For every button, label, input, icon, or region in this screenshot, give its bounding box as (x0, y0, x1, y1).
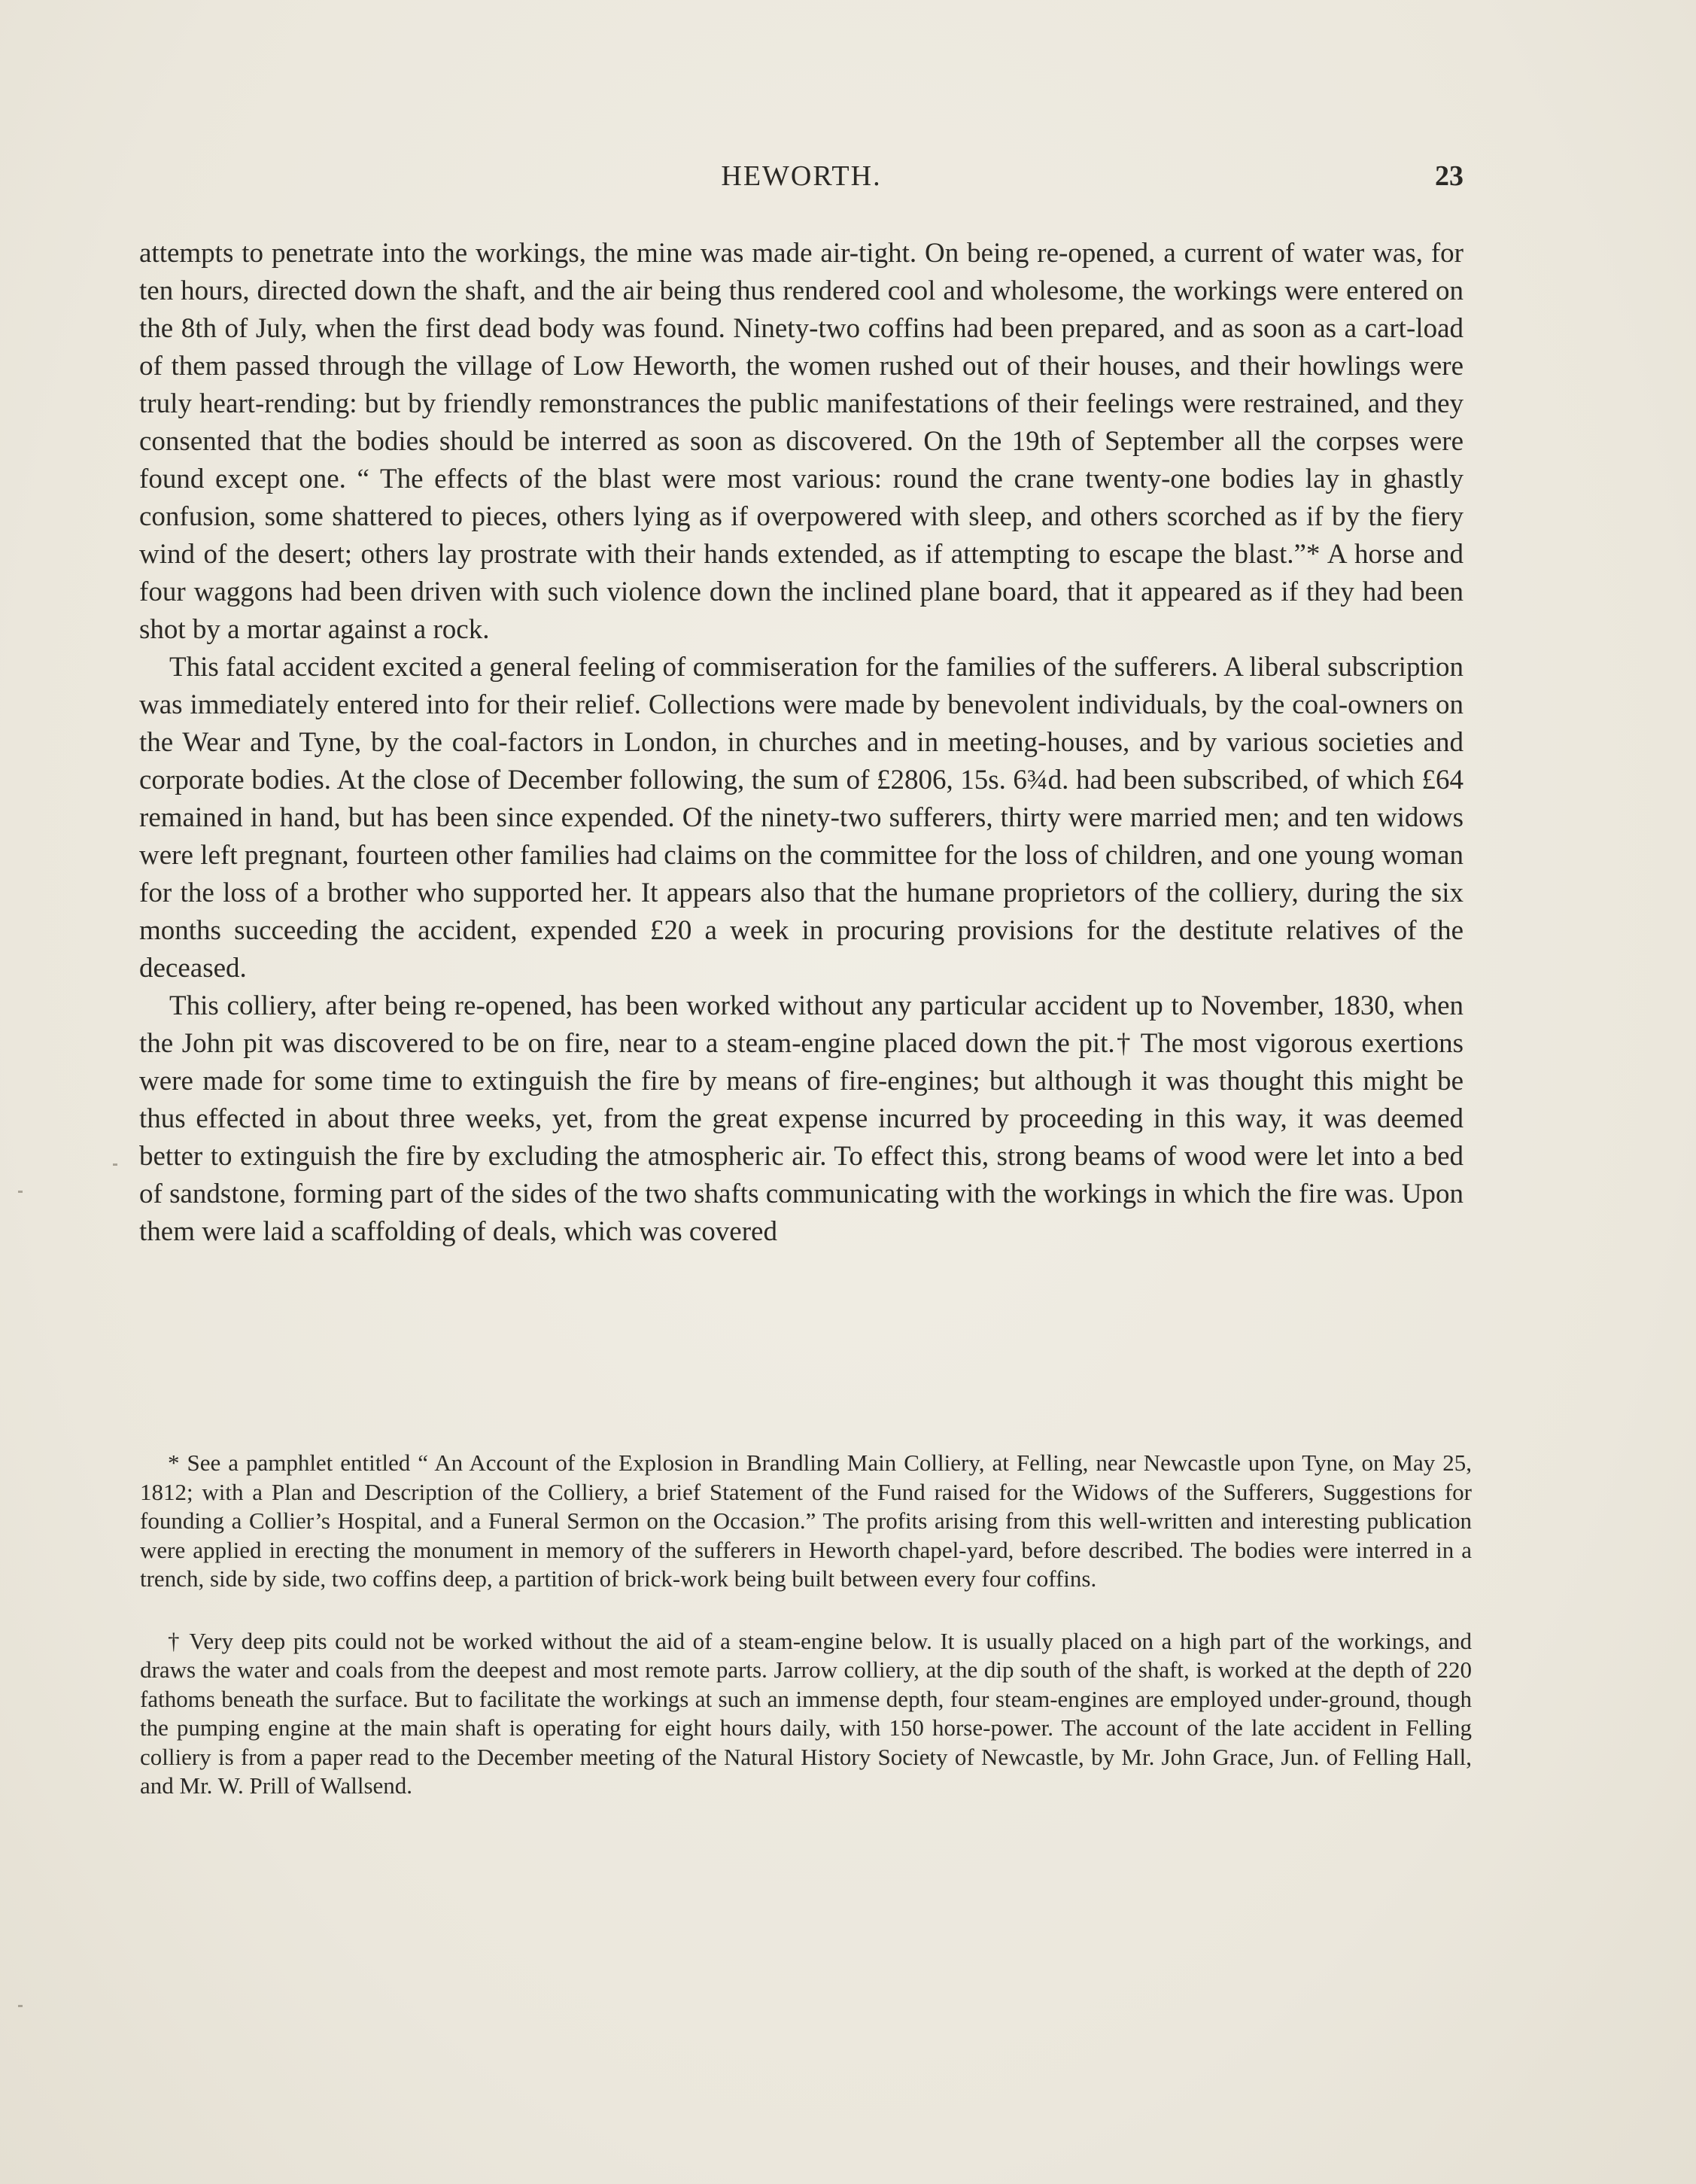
running-head (139, 160, 1463, 202)
paragraph-continued: attempts to penetrate into the workings, the mine was made air-tight. On being re-opened, a current of water was, for ten hours, directed down the shaft, and the air being thus rendered cool and wholesome, the workings were entered on the 8th of July, when the first dead body was found. Ninety-two coffins had been prepared, and as soon as a cart-load of them passed through the village of Low Heworth, the women rushed out of their houses, and their howlings were truly heart-rending: but by friendly remonstrances the public manifestations of their feelings were restrained, and they consented that the bodies should be interred as soon as discovered. On the 19th of September all the corpses were found except one. “ The effects of the blast were most various: round the crane twenty-one bodies lay in ghastly confusion, some shattered to pieces, others lying as if overpowered with sleep, and others scorched as if by the fiery wind of the desert; others lay prostrate with their hands extended, as if attempting to escape the blast.”* A horse and four waggons had been driven with such violence down the inclined plane board, that it appeared as if they had been shot by a mortar against a rock. (139, 238, 1463, 645)
main-text (139, 235, 1463, 1251)
paragraph-subscription: This fatal accident excited a general feeling of commiseration for the families of the sufferers. A liberal subscription was immediately entered into for their relief. Collections were made by benevolent individuals, by the coal-owners on the Wear and Tyne, by the coal-factors in London, in churches and in meeting-houses, and by various societies and corporate bodies. At the close of December following, the sum of £2806, 15s. 6¾d. had been subscribed, of which £64 remained in hand, but has been since expended. Of the ninety-two sufferers, thirty were married men; and ten widows were left pregnant, fourteen other families had claims on the committee for the loss of children, and one young woman for the loss of a brother who supported her. It appears also that the humane proprietors of the colliery, during the six months succeeding the accident, expended £20 a week in procuring provisions for the destitute relatives of the deceased. (139, 652, 1463, 984)
paragraph-fire: This colliery, after being re-opened, has been worked without any particular accident up to November, 1830, when the John pit was discovered to be on fire, near to a steam-engine placed down the pit.† The most vigorous exertions were made for some time to extinguish the fire by means of fire-engines; but although it was thought this might be thus effected in about three weeks, yet, from the great expense incurred by proceeding in this way, it was deemed better to extinguish the fire by excluding the atmospheric air. To effect this, strong beams of wood were let into a bed of sandstone, forming part of the sides of the two shafts communicating with the workings in which the fire was. Upon them were laid a scaffolding of deals, which was covered (139, 990, 1463, 1247)
footnote-dagger: † Very deep pits could not be worked without the aid of a steam-engine below. It is usually placed on a high part of the workings, and draws the water and coals from the deepest and most remote parts. Jarrow colliery, at the dip south of the shaft, is worked at the depth of 220 fathoms beneath the surface. But to facilitate the workings at such an immense depth, four steam-engines are employed under-ground, though the pumping engine at the main shaft is operating for eight hours daily, with 150 horse-power. The account of the late accident in Felling colliery is from a paper read to the December meeting of the Natural History Society of Newcastle, by Mr. John Grace, Jun. of Felling Hall, and Mr. W. Prill of Wallsend. (140, 1627, 1472, 1799)
edge-mark (113, 1163, 117, 1166)
footnote-asterisk: * See a pamphlet entitled “ An Account of the Explosion in Brandling Main Colliery, at Felling, near Newcastle upon Tyne, on May 25, 1812; with a Plan and Description of the Colliery, a brief Statement of the Fund raised for the Widows of the Sufferers, Suggestions for founding a Collier’s Hospital, and a Funeral Sermon on the Occasion.” The profits arising from this well-written and interesting publication were applied in erecting the monument in memory of the sufferers in Heworth chapel-yard, before described. The bodies were interred in a trench, side by side, two coffins deep, a partition of brick-work being built between every four coffins. (140, 1449, 1472, 1592)
edge-mark (18, 2005, 23, 2007)
running-title: HEWORTH. (721, 160, 882, 192)
edge-mark (18, 1191, 23, 1193)
footnotes (140, 1449, 1472, 1801)
page-number: 23 (1435, 160, 1463, 192)
